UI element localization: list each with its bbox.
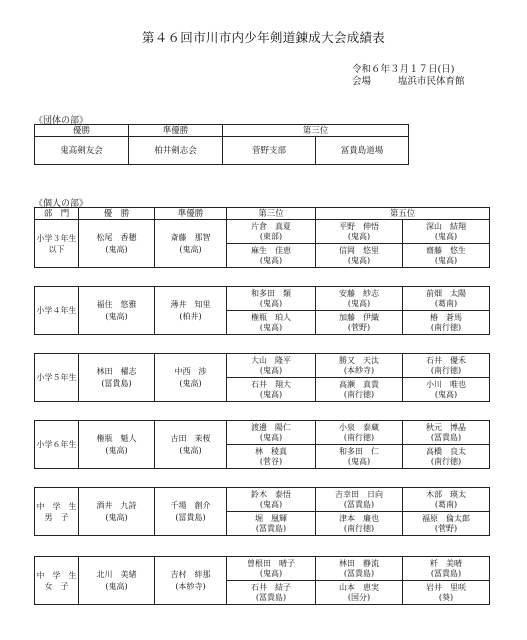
runner-up-cell <box>155 354 227 402</box>
third-name: 石井 結子 <box>251 582 291 592</box>
third-name: 和多田 類 <box>251 288 291 298</box>
division-cell <box>35 421 79 469</box>
third-dojo: (鬼高) <box>259 389 283 399</box>
runner-up-name: 古田 茉桜 <box>170 433 211 443</box>
team-winner: 鬼高剣友会 <box>35 137 129 165</box>
team-runner-up-header: 準優勝 <box>129 125 223 137</box>
fifth-cell <box>316 354 403 378</box>
fifth-name: 林田 静流 <box>339 558 379 568</box>
division-label: 以下 <box>48 244 65 254</box>
fifth-name: 山本 恵実 <box>339 582 379 592</box>
fifth-dojo: (本紗寺) <box>343 365 375 375</box>
fifth-name: 前畑 太陽 <box>426 288 466 298</box>
winner-cell <box>79 488 155 536</box>
fifth-cell <box>403 445 490 469</box>
division-label: 小学３年生 <box>36 233 77 243</box>
runner-up-cell <box>155 220 227 268</box>
winner-cell <box>79 557 155 605</box>
runner-up-dojo: (鬼高) <box>179 244 202 254</box>
third-dojo: (鬼高) <box>259 432 283 442</box>
fifth-name: 加藤 伊織 <box>339 312 379 322</box>
header-third: 第三位 <box>227 208 316 220</box>
winner-name: 松尾 香穂 <box>96 232 137 242</box>
fifth-cell <box>403 311 490 335</box>
runner-up-cell <box>155 287 227 335</box>
fifth-cell <box>403 488 490 512</box>
division-label: 中 学 生 <box>36 501 77 511</box>
division-block <box>34 487 490 536</box>
fifth-name: 平野 伸悟 <box>339 221 379 231</box>
winner-name: 福住 悠雅 <box>96 299 137 309</box>
fifth-dojo: (南行徳) <box>343 389 375 399</box>
fifth-dojo: (菅野) <box>434 523 458 533</box>
third-name: 堀 凰輝 <box>255 513 287 523</box>
fifth-name: 安藤 紗志 <box>339 288 379 298</box>
third-cell <box>227 378 316 402</box>
third-dojo: (鬼高) <box>259 255 283 265</box>
fifth-cell <box>316 557 403 581</box>
division-cell <box>35 354 79 402</box>
third-name: 林 稜真 <box>255 446 287 456</box>
header-fifth: 第五位 <box>316 208 490 220</box>
division-label: 小学５年生 <box>36 373 77 382</box>
fifth-dojo: (鬼高) <box>434 255 458 265</box>
winner-dojo: (鬼高) <box>105 445 128 455</box>
header-division: 部 門 <box>35 208 79 220</box>
third-cell <box>227 354 316 378</box>
third-dojo: (鬼高) <box>259 298 283 308</box>
team-winner-header: 優勝 <box>35 125 129 137</box>
third-dojo: (鬼高) <box>259 499 283 509</box>
team-runner-up: 柏井剣志会 <box>129 137 223 165</box>
fifth-name: 吉幸田 日向 <box>335 489 383 499</box>
fifth-name: 小泉 泰蔵 <box>339 422 379 432</box>
third-dojo: (鬼高) <box>259 365 283 375</box>
winner-dojo: (鬼高) <box>105 512 128 522</box>
fifth-name: 小川 唯也 <box>426 379 466 389</box>
winner-cell <box>79 220 155 268</box>
fifth-dojo: (鬼高) <box>347 298 371 308</box>
fifth-cell <box>403 244 490 268</box>
fifth-dojo: (冨貴島) <box>343 499 375 509</box>
runner-up-dojo: (鬼高) <box>179 445 202 455</box>
fifth-dojo: (南行徳) <box>430 456 462 466</box>
winner-cell <box>79 287 155 335</box>
winner-cell <box>79 354 155 402</box>
fifth-dojo: (鬼高) <box>347 456 371 466</box>
third-name: 大山 隆平 <box>251 355 291 365</box>
division-label: 女 子 <box>44 581 69 591</box>
runner-up-cell <box>155 421 227 469</box>
runner-up-name: 吉村 絆那 <box>170 569 211 579</box>
fifth-name: 津本 廉也 <box>339 513 379 523</box>
fifth-dojo: (南行徳) <box>430 365 462 375</box>
third-name: 渡邊 陽仁 <box>251 422 291 432</box>
fifth-cell <box>403 557 490 581</box>
fifth-name: 福原 倫太郎 <box>422 513 470 523</box>
fifth-cell <box>316 220 403 244</box>
third-cell <box>227 244 316 268</box>
division-block <box>34 286 490 335</box>
runner-up-name: 千場 創介 <box>170 500 211 510</box>
fifth-cell <box>403 354 490 378</box>
runner-up-name: 中西 渉 <box>174 366 207 376</box>
team-section-label: 《団体の部》 <box>34 116 89 126</box>
fifth-name: 椿 蒼馬 <box>430 312 462 322</box>
fifth-name: 信岡 悠里 <box>339 245 379 255</box>
individual-section-label: 《個人の部》 <box>34 199 89 209</box>
fifth-dojo: (葛南) <box>434 499 458 509</box>
runner-up-cell <box>155 488 227 536</box>
fifth-dojo: (葛南) <box>434 298 458 308</box>
third-dojo: (鬼高) <box>259 568 283 578</box>
fifth-dojo: (鬼高) <box>347 231 371 241</box>
division-cell <box>35 287 79 335</box>
fifth-cell <box>316 488 403 512</box>
header-winner: 優 勝 <box>79 208 155 220</box>
runner-up-cell <box>155 557 227 605</box>
third-cell <box>227 311 316 335</box>
third-cell <box>227 287 316 311</box>
fifth-name: 木部 瑛太 <box>426 489 466 499</box>
runner-up-name: 斎藤 那智 <box>170 232 211 242</box>
division-cell <box>35 557 79 605</box>
fifth-cell <box>316 311 403 335</box>
fifth-cell <box>403 287 490 311</box>
third-name: 片倉 真夏 <box>251 221 291 231</box>
third-cell <box>227 421 316 445</box>
division-cell <box>35 488 79 536</box>
winner-name: 林田 櫂志 <box>96 366 137 376</box>
event-date: 令和６年３月１７日(日) <box>352 64 455 75</box>
fifth-dojo: (冨貴島) <box>343 568 375 578</box>
fifth-name: 高橋 良太 <box>426 446 466 456</box>
winner-dojo: (鬼高) <box>105 581 128 591</box>
division-block <box>34 353 490 402</box>
fifth-cell <box>316 581 403 605</box>
fifth-dojo: (冨貴島) <box>430 432 462 442</box>
winner-dojo: (鬼高) <box>105 311 128 321</box>
fifth-cell <box>316 244 403 268</box>
division-label: 中 学 生 <box>36 570 77 580</box>
fifth-dojo: (鬼高) <box>434 231 458 241</box>
third-cell <box>227 220 316 244</box>
header-runner-up: 準優勝 <box>155 208 227 220</box>
fifth-dojo: (鬼高) <box>434 389 458 399</box>
third-cell <box>227 445 316 469</box>
fifth-dojo: (国分) <box>347 592 371 602</box>
fifth-name: 岩井 里咲 <box>426 582 466 592</box>
division-block <box>34 420 490 469</box>
winner-name: 酒井 九詩 <box>96 500 137 510</box>
winner-name: 権瓶 魁人 <box>96 433 137 443</box>
division-block <box>34 219 490 268</box>
fifth-cell <box>403 378 490 402</box>
third-dojo: (冨貴島) <box>255 523 287 533</box>
document-title: 第４６回市川市内少年剣道錬成大会成績表 <box>141 30 386 45</box>
runner-up-dojo: (鬼高) <box>179 378 202 388</box>
fifth-dojo: (南行徳) <box>430 322 462 332</box>
fifth-dojo: (南行徳) <box>343 432 375 442</box>
third-cell <box>227 557 316 581</box>
fifth-name: 勝又 天汰 <box>339 355 379 365</box>
third-cell <box>227 488 316 512</box>
fifth-name: 粁 美晴 <box>430 558 462 568</box>
runner-up-dojo: (本紗寺) <box>175 581 206 591</box>
third-cell <box>227 512 316 536</box>
fifth-dojo: (菅野) <box>347 322 371 332</box>
fifth-dojo: (冨貴島) <box>430 568 462 578</box>
runner-up-name: 薄井 知里 <box>170 299 211 309</box>
third-dojo: (鬼高) <box>259 322 283 332</box>
runner-up-dojo: (柏井) <box>179 311 202 321</box>
fifth-cell <box>316 421 403 445</box>
fifth-cell <box>316 378 403 402</box>
team-third-header: 第三位 <box>223 125 409 137</box>
fifth-cell <box>316 445 403 469</box>
team-third-1: 菅野支部 <box>223 137 316 165</box>
third-name: 鈴木 泰悟 <box>251 489 291 499</box>
fifth-cell <box>403 512 490 536</box>
venue-label: 会場 <box>352 76 372 87</box>
winner-dojo: (冨貴島) <box>101 378 132 388</box>
fifth-dojo: (南行徳) <box>343 523 375 533</box>
team-results-table <box>34 124 409 165</box>
fifth-cell <box>316 287 403 311</box>
fifth-cell <box>316 512 403 536</box>
fifth-cell <box>403 581 490 605</box>
division-label: 小学４年生 <box>36 306 77 315</box>
third-dojo: (菅谷) <box>259 456 283 466</box>
event-venue <box>352 73 465 87</box>
fifth-name: 和多田 仁 <box>339 446 379 456</box>
third-dojo: (冨貴島) <box>255 592 287 602</box>
fifth-name: 秋元 博晶 <box>426 422 466 432</box>
team-third-2: 冨貴島道場 <box>316 137 409 165</box>
third-name: 権瓶 珀人 <box>251 312 291 322</box>
winner-dojo: (鬼高) <box>105 244 128 254</box>
fifth-dojo: (葵) <box>438 592 454 602</box>
third-name: 麻生 佳恵 <box>251 245 291 255</box>
fifth-cell <box>403 220 490 244</box>
venue-name: 塩浜市民体育館 <box>398 76 465 87</box>
fifth-name: 深山 結翔 <box>426 221 466 231</box>
division-label: 小学６年生 <box>36 440 77 449</box>
division-block <box>34 556 490 605</box>
fifth-name: 石井 優禾 <box>426 355 466 365</box>
division-label: 男 子 <box>44 512 69 522</box>
fifth-dojo: (鬼高) <box>347 255 371 265</box>
third-cell <box>227 581 316 605</box>
division-cell <box>35 220 79 268</box>
fifth-cell <box>403 421 490 445</box>
winner-cell <box>79 421 155 469</box>
fifth-name: 齋藤 悠生 <box>426 245 466 255</box>
third-dojo: (東部) <box>259 231 283 241</box>
third-name: 曽根田 晴子 <box>247 558 295 568</box>
third-name: 石井 翔大 <box>251 379 291 389</box>
runner-up-dojo: (冨貴島) <box>175 512 206 522</box>
winner-name: 北川 美緒 <box>96 569 137 579</box>
fifth-name: 高瀬 真貴 <box>339 379 379 389</box>
